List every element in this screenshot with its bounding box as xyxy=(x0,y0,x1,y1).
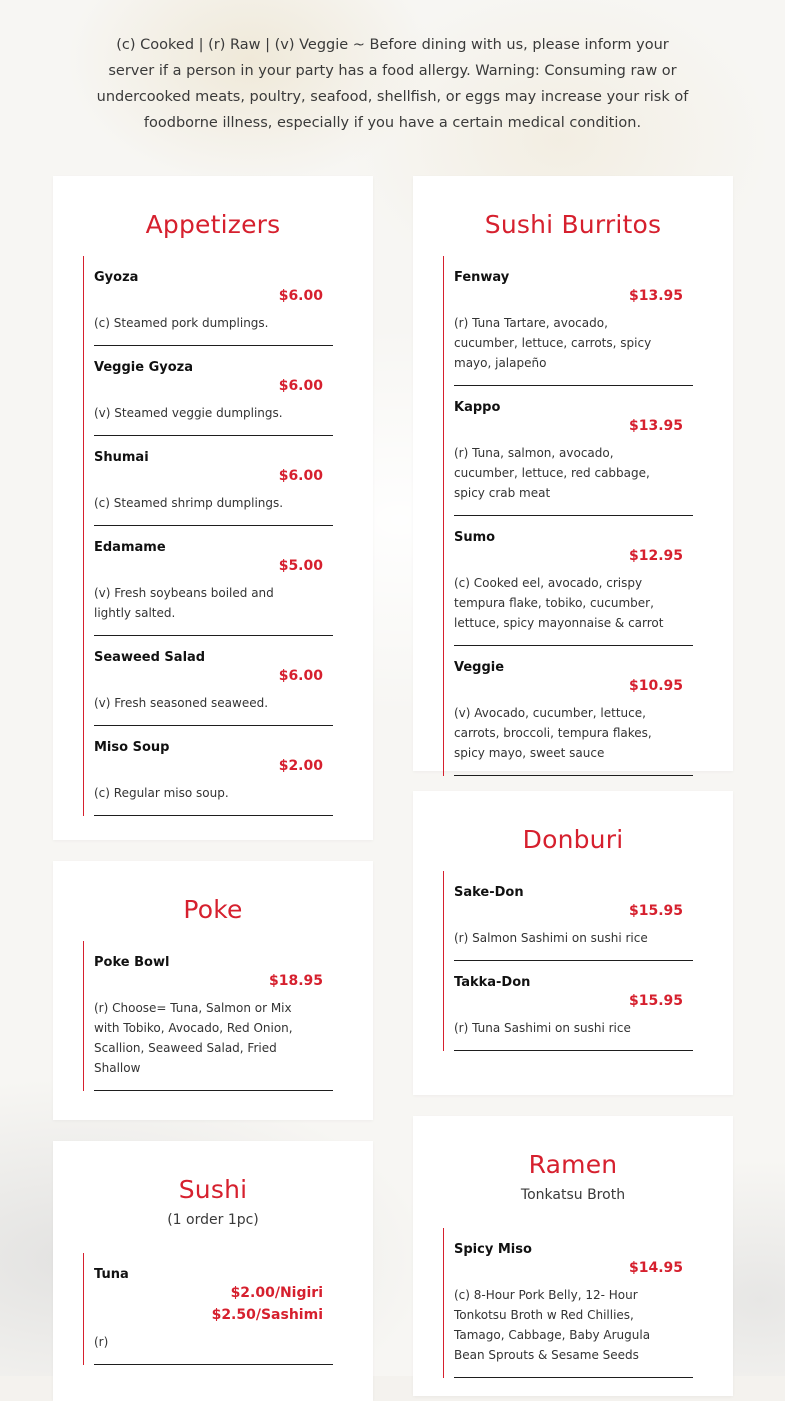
item-price: $13.95 xyxy=(628,418,683,434)
menu-card-sushi-burritos xyxy=(413,176,733,771)
item-list xyxy=(83,941,333,1091)
item-name: Sumo xyxy=(454,530,496,545)
item-price-sashimi: $2.50/Sashimi xyxy=(211,1307,323,1323)
item-description: (r) xyxy=(94,1335,109,1349)
menu-item xyxy=(94,256,333,346)
item-name: Fenway xyxy=(454,270,510,285)
item-list xyxy=(443,1228,693,1378)
item-name: Takka-Don xyxy=(454,975,531,990)
item-list xyxy=(443,871,693,1051)
item-description: (c) Steamed shrimp dumplings. xyxy=(94,496,284,510)
item-name: Sake-Don xyxy=(454,885,524,900)
item-description: (v) Avocado, cucumber, lettuce, carrots, broccoli, tempura flakes, spicy mayo, sweet sauce xyxy=(454,706,652,760)
item-price: $14.95 xyxy=(628,1260,683,1276)
item-description: (c) Cooked eel, avocado, crispy tempura flake, tobiko, cucumber, lettuce, spicy mayonnaise & carrot xyxy=(454,576,664,630)
menu-item xyxy=(454,1228,693,1378)
item-price: $15.95 xyxy=(628,903,683,919)
menu-item xyxy=(454,256,693,386)
item-description: (c) Regular miso soup. xyxy=(94,786,229,800)
menu-item xyxy=(94,636,333,726)
section-title: Sushi Burritos xyxy=(484,210,662,239)
item-price: $5.00 xyxy=(278,558,323,574)
menu-item xyxy=(94,526,333,636)
item-price: $2.00 xyxy=(278,758,323,774)
item-price: $6.00 xyxy=(278,378,323,394)
menu-item xyxy=(454,516,693,646)
menu-item xyxy=(454,646,693,776)
item-description: (r) Choose= Tuna, Salmon or Mix with Tobiko, Avocado, Red Onion, Scallion, Seaweed Salad, Fried Shallow xyxy=(94,1001,293,1075)
section-subtitle: (1 order 1pc) xyxy=(167,1212,259,1228)
item-price: $6.00 xyxy=(278,288,323,304)
item-description: (r) Tuna, salmon, avocado, cucumber, lettuce, red cabbage, spicy crab meat xyxy=(454,446,650,500)
section-title: Sushi xyxy=(178,1175,248,1204)
item-description: (r) Salmon Sashimi on sushi rice xyxy=(454,931,648,945)
item-list xyxy=(83,256,333,816)
item-price: $6.00 xyxy=(278,668,323,684)
item-name: Edamame xyxy=(94,540,166,555)
item-name: Miso Soup xyxy=(94,740,170,755)
item-price: $12.95 xyxy=(628,548,683,564)
item-description: (r) Tuna Sashimi on sushi rice xyxy=(454,1021,631,1035)
section-title: Poke xyxy=(183,895,243,924)
item-price: $6.00 xyxy=(278,468,323,484)
menu-item xyxy=(454,961,693,1051)
menu-item xyxy=(94,726,333,816)
item-price: $18.95 xyxy=(268,973,323,989)
item-name: Shumai xyxy=(94,450,149,465)
menu-card-sushi xyxy=(53,1141,373,1401)
allergy-notice: (c) Cooked | (r) Raw | (v) Veggie ~ Before dining with us, please inform your server if a person in your party has a food allergy. Warning: Consuming raw or undercooked meats, poultry, seafood, shellfish, or eggs may increase your risk of foodborne illness, especially if you have a certain medical condition. xyxy=(96,37,689,131)
menu-card-poke xyxy=(53,861,373,1120)
item-price: $15.95 xyxy=(628,993,683,1009)
item-description: (v) Fresh seasoned seaweed. xyxy=(94,696,269,710)
item-list xyxy=(443,256,693,776)
item-name: Spicy Miso xyxy=(454,1242,532,1257)
menu-card-ramen xyxy=(413,1116,733,1396)
item-description: (c) 8-Hour Pork Belly, 12- Hour Tonkotsu Broth w Red Chillies, Tamago, Cabbage, Baby Arugula Bean Sprouts & Sesame Seeds xyxy=(454,1288,651,1362)
item-description: (c) Steamed pork dumplings. xyxy=(94,316,269,330)
section-title: Donburi xyxy=(522,825,624,854)
item-name: Veggie Gyoza xyxy=(94,360,193,375)
item-list xyxy=(83,1253,333,1365)
item-price: $13.95 xyxy=(628,288,683,304)
item-price-nigiri: $2.00/Nigiri xyxy=(230,1285,323,1301)
item-name: Seaweed Salad xyxy=(94,650,206,665)
item-name: Gyoza xyxy=(94,270,139,285)
menu-item xyxy=(94,436,333,526)
menu-card-donburi xyxy=(413,791,733,1095)
item-price: $10.95 xyxy=(628,678,683,694)
item-name: Kappo xyxy=(454,400,501,415)
section-subtitle: Tonkatsu Broth xyxy=(520,1187,626,1203)
item-name: Tuna xyxy=(94,1267,129,1282)
item-description: (v) Steamed veggie dumplings. xyxy=(94,406,283,420)
menu-item xyxy=(454,386,693,516)
section-title: Appetizers xyxy=(145,210,281,239)
item-name: Veggie xyxy=(454,660,505,675)
menu-card-appetizers xyxy=(53,176,373,840)
item-name: Poke Bowl xyxy=(94,955,170,970)
section-title: Ramen xyxy=(528,1150,618,1179)
menu-item xyxy=(454,871,693,961)
item-description: (r) Tuna Tartare, avocado, cucumber, lettuce, carrots, spicy mayo, jalapeño xyxy=(454,316,652,370)
item-description: (v) Fresh soybeans boiled and lightly salted. xyxy=(94,586,274,620)
menu-item xyxy=(94,941,333,1091)
menu-item xyxy=(94,346,333,436)
menu-item xyxy=(94,1253,333,1365)
